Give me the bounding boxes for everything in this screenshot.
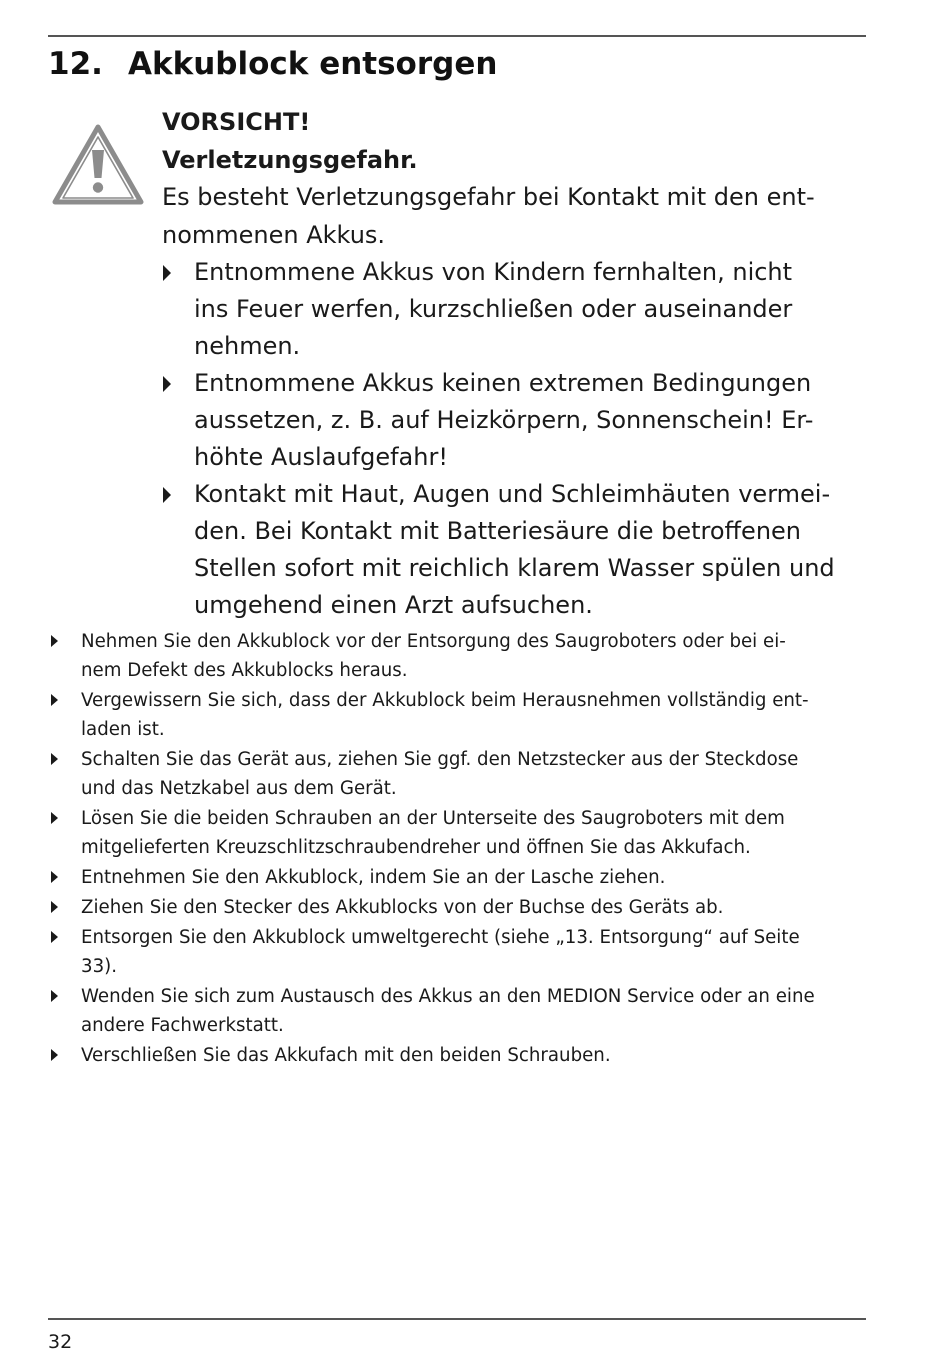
page-number: 32 <box>48 1331 73 1353</box>
warning-bullet-list <box>162 254 870 624</box>
bullet-arrow-icon <box>51 753 58 765</box>
instruction-step <box>48 1041 870 1070</box>
warning-bullet-line: Entnommene Akkus von Kindern fernhalten, nicht <box>194 258 793 286</box>
step-line: und das Netzkabel aus dem Gerät. <box>81 778 397 799</box>
step-line: Vergewissern Sie sich, dass der Akkublock beim Herausnehmen vollständig ent- <box>81 690 809 711</box>
section-title: Akkublock entsorgen <box>128 46 498 82</box>
instruction-step <box>48 627 870 685</box>
warning-description-line: nommenen Akkus. <box>162 220 386 249</box>
instruction-step <box>48 863 870 892</box>
instruction-step <box>48 923 870 981</box>
warning-block <box>162 104 870 624</box>
bullet-arrow-icon <box>51 694 58 706</box>
top-rule <box>48 35 866 37</box>
step-line: Lösen Sie die beiden Schrauben an der Unterseite des Saugroboters mit dem <box>81 808 785 829</box>
warning-bullet-line: nehmen. <box>194 332 301 360</box>
step-line: laden ist. <box>81 719 165 740</box>
warning-bullet-line: Stellen sofort mit reichlich klarem Wasser spülen und <box>194 554 835 582</box>
step-line: 33). <box>81 956 118 977</box>
warning-description <box>162 179 870 254</box>
bullet-arrow-icon <box>51 901 58 913</box>
instruction-steps <box>48 627 870 1071</box>
step-line: Ziehen Sie den Stecker des Akkublocks von der Buchse des Geräts ab. <box>81 897 724 918</box>
warning-bullet-line: umgehend einen Arzt aufsuchen. <box>194 591 593 619</box>
bullet-arrow-icon <box>51 871 58 883</box>
warning-bullet-line: aussetzen, z. B. auf Heizkörpern, Sonnenschein! Er- <box>194 406 814 434</box>
bullet-arrow-icon <box>51 635 58 647</box>
bullet-arrow-icon <box>51 812 58 824</box>
warning-description-line: Es besteht Verletzungsgefahr bei Kontakt mit den ent- <box>162 183 815 211</box>
bullet-arrow-icon <box>51 990 58 1002</box>
bullet-arrow-icon <box>163 265 171 281</box>
step-line: nem Defekt des Akkublocks heraus. <box>81 660 408 681</box>
step-line: Entnehmen Sie den Akkublock, indem Sie an der Lasche ziehen. <box>81 867 666 888</box>
step-line: Verschließen Sie das Akkufach mit den beiden Schrauben. <box>81 1045 611 1066</box>
warning-signal-word: VORSICHT! <box>162 108 311 136</box>
warning-bullet-line: den. Bei Kontakt mit Batteriesäure die betroffenen <box>194 517 802 545</box>
bullet-arrow-icon <box>163 376 171 392</box>
section-heading <box>48 42 497 86</box>
instruction-step <box>48 804 870 862</box>
step-line: Entsorgen Sie den Akkublock umweltgerecht (siehe „13. Entsorgung“ auf Seite <box>81 927 800 948</box>
step-line: andere Fachwerkstatt. <box>81 1015 284 1036</box>
warning-bullet-line: höhte Auslaufgefahr! <box>194 443 448 471</box>
instruction-step <box>48 982 870 1040</box>
warning-bullet-line: Kontakt mit Haut, Augen und Schleimhäuten vermei- <box>194 480 831 508</box>
section-number: 12. <box>48 46 103 82</box>
warning-bullet-line: Entnommene Akkus keinen extremen Bedingungen <box>194 369 812 397</box>
instruction-step <box>48 745 870 803</box>
bullet-arrow-icon <box>163 487 171 503</box>
warning-triangle-icon <box>51 123 145 207</box>
bullet-arrow-icon <box>51 1049 58 1061</box>
footer-rule <box>48 1318 866 1320</box>
warning-bullet <box>162 476 870 624</box>
warning-hazard: Verletzungsgefahr. <box>162 145 418 174</box>
step-line: mitgelieferten Kreuzschlitzschraubendreher und öffnen Sie das Akkufach. <box>81 837 751 858</box>
step-line: Schalten Sie das Gerät aus, ziehen Sie ggf. den Netzstecker aus der Steckdose <box>81 749 799 770</box>
bullet-arrow-icon <box>51 931 58 943</box>
warning-bullet <box>162 365 870 476</box>
instruction-step <box>48 686 870 744</box>
instruction-step <box>48 893 870 922</box>
step-line: Nehmen Sie den Akkublock vor der Entsorgung des Saugroboters oder bei ei- <box>81 631 786 652</box>
warning-bullet-line: ins Feuer werfen, kurzschließen oder auseinander <box>194 295 793 323</box>
warning-bullet <box>162 254 870 365</box>
step-line: Wenden Sie sich zum Austausch des Akkus an den MEDION Service oder an eine <box>81 986 815 1007</box>
